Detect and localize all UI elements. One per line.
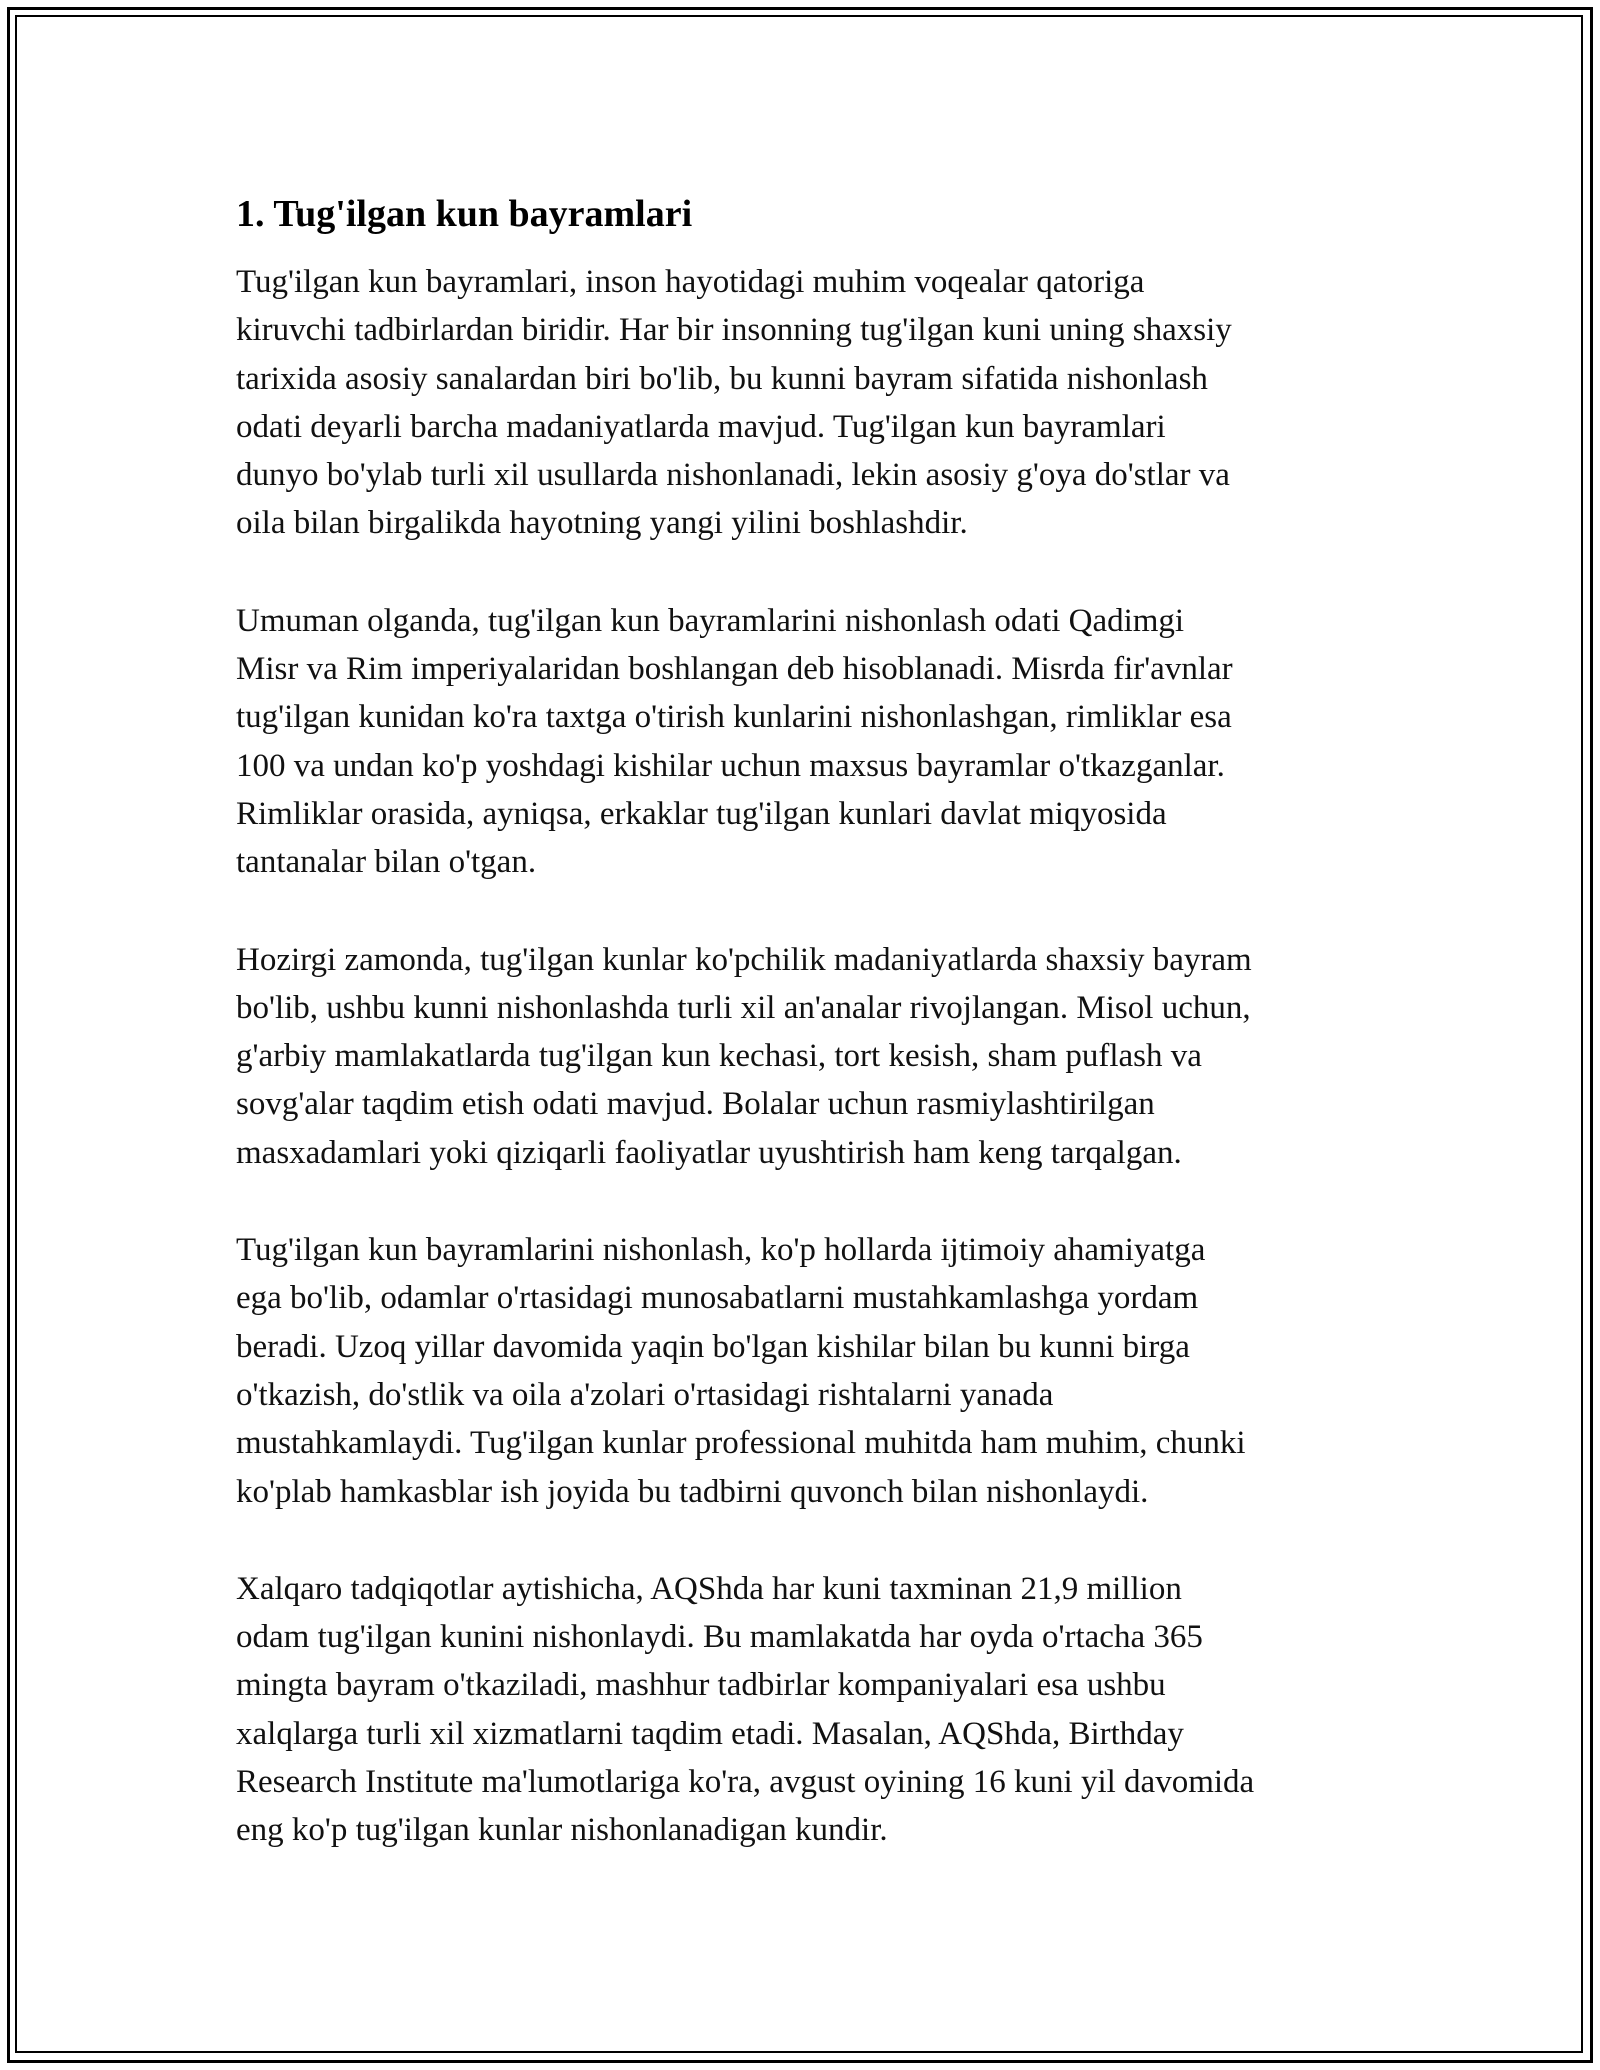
paragraph-2: Umuman olganda, tug'ilgan kun bayramlarini nishonlash odati Qadimgi Misr va Rim imperiyalaridan boshlangan deb hisoblanadi. Misrda fir'avnlar tug'ilgan kunidan ko'ra taxtga o'tirish kunlarini nishonlashgan, rimliklar esa 100 va undan ko'p yoshdagi kishilar uchun maxsus bayramlar o'tkazganlar. Rimliklar orasida, ayniqsa, erkaklar tug'ilgan kunlari davlat miqyosida tantanalar bilan o'tgan. bbox=[236, 602, 1233, 881]
paragraph-3: Hozirgi zamonda, tug'ilgan kunlar ko'pchilik madaniyatlarda shaxsiy bayram bo'lib, ushbu kunni nishonlashda turli xil an'analar rivojlangan. Misol uchun, g'arbiy mamlakatlarda tug'ilgan kun kechasi, tort kesish, sham puflash va sovg'alar taqdim etish odati mavjud. Bolalar uchun rasmiylashtirilgan masxadamlari yoki qiziqarli faoliyatlar uyushtirish ham keng tarqalgan. bbox=[236, 941, 1252, 1171]
paragraph-4: Tug'ilgan kun bayramlarini nishonlash, ko'p hollarda ijtimoiy ahamiyatga ega bo'lib, odamlar o'rtasidagi munosabatlarni mustahkamlashga yordam beradi. Uzoq yillar davomida yaqin bo'lgan kishilar bilan bu kunni birga o'tkazish, do'stlik va oila a'zolari o'rtasidagi rishtalarni yanada mustahkamlaydi. Tug'ilgan kunlar professional muhitda ham muhim, chunki ko'plab hamkasblar ish joyida bu tadbirni quvonch bilan nishonlaydi. bbox=[236, 1232, 1246, 1510]
paragraph-1: Tug'ilgan kun bayramlari, inson hayotidagi muhim voqealar qatoriga kiruvchi tadbirlardan biridir. Har bir insonning tug'ilgan kuni uning shaxsiy tarixida asosiy sanalardan biri bo'lib, bu kunni bayram sifatida nishonlash odati deyarli barcha madaniyatlarda mavjud. Tug'ilgan kun bayramlari dunyo bo'ylab turli xil usullarda nishonlanadi, lekin asosiy g'oya do'stlar va oila bilan birgalikda hayotning yangi yilini boshlashdir. bbox=[236, 264, 1232, 542]
document-body bbox=[236, 186, 1376, 1904]
paragraph-5: Xalqaro tadqiqotlar aytishicha, AQShda har kuni taxminan 21,9 million odam tug'ilgan kunini nishonlaydi. Bu mamlakatda har oyda o'rtacha 365 mingta bayram o'tkaziladi, mashhur tadbirlar kompaniyalari esa ushbu xalqlarga turli xil xizmatlarni taqdim etadi. Masalan, AQShda, Birthday Research Institute ma'lumotlariga ko'ra, avgust oyining 16 kuni yil davomida eng ko'p tug'ilgan kunlar nishonlanadigan kundir. bbox=[236, 1570, 1255, 1849]
section-heading: 1. Tug'ilgan kun bayramlari bbox=[236, 193, 693, 235]
